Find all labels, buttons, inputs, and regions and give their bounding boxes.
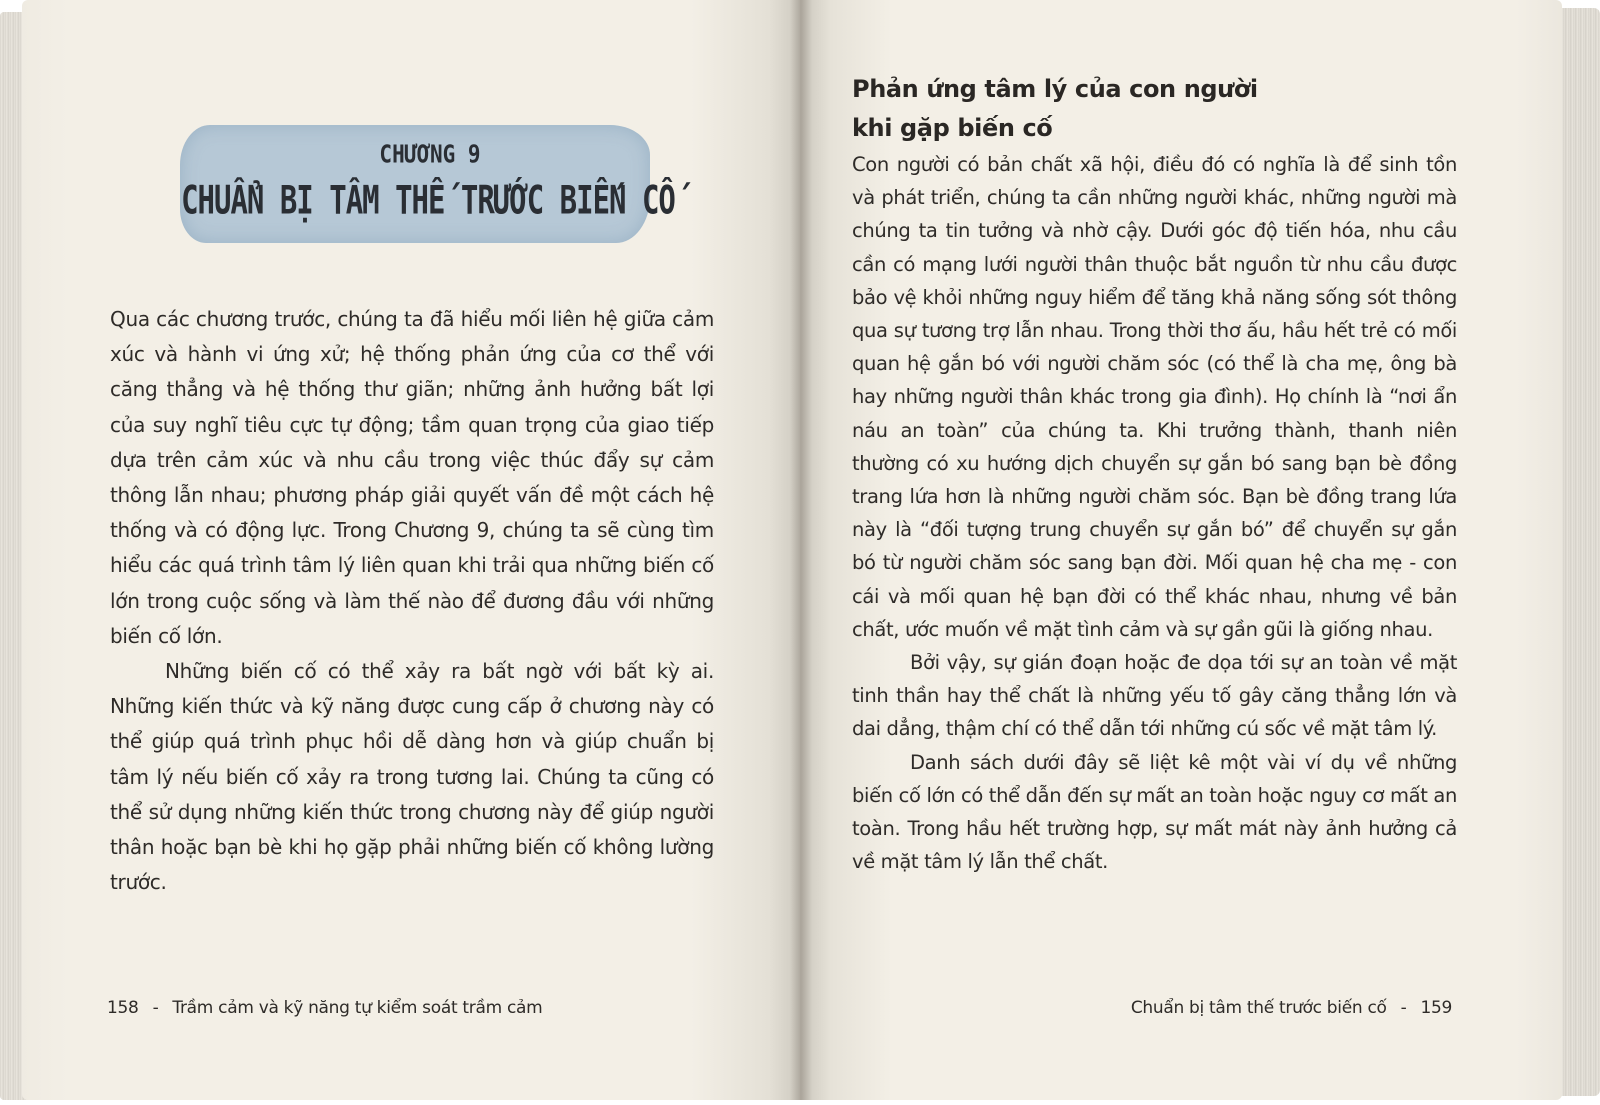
- section-heading-line: Phản ứng tâm lý của con người: [852, 75, 1258, 103]
- paragraph: Con người có bản chất xã hội, điều đó có nghĩa là để sinh tồn và phát triển, chúng ta cần những người khác, những người mà chúng ta tin tưởng và nhờ cậy. Dưới góc độ tiến hóa, nhu cầu cần có mạng lưới người thân thuộc bắt nguồn từ nhu cầu được bảo vệ khỏi những nguy hiểm để tăng khả năng sống sót thông qua sự tương trợ lẫn nhau. Trong thời thơ ấu, hầu hết trẻ có mối quan hệ gắn bó với người chăm sóc (có thể là cha mẹ, ông bà hay những người thân khác trong gia đình). Họ chính là “nơi ẩn náu an toàn” của chúng ta. Khi trưởng thành, thanh niên thường có xu hướng dịch chuyển sự gắn bó sang bạn bè đồng trang lứa hơn là những người chăm sóc. Bạn bè đồng trang lứa này là “đối tượng trung chuyển sự gắn bó” để chuyển sự gắn bó từ người chăm sóc sang bạn đời. Mối quan hệ cha mẹ - con cái và mối quan hệ bạn đời có thể khác nhau, nhưng về bản chất, ước muốn về mặt tình cảm và sự gần gũi là giống nhau.: [852, 153, 1457, 641]
- page-number: 159: [1420, 998, 1452, 1018]
- running-title: Trầm cảm và kỹ năng tự kiểm soát trầm cảm: [172, 998, 543, 1018]
- paragraph: Qua các chương trước, chúng ta đã hiểu mối liên hệ giữa cảm xúc và hành vi ứng xử; hệ thống phản ứng của cơ thể với căng thẳng và hệ thống thư giãn; những ảnh hưởng bất lợi của suy nghĩ tiêu cực tự động; tầm quan trọng của giao tiếp dựa trên cảm xúc và nhu cầu trong việc thúc đẩy sự cảm thông lẫn nhau; phương pháp giải quyết vấn đề một cách hệ thống và có động lực. Trong Chương 9, chúng ta sẽ cùng tìm hiểu các quá trình tâm lý liên quan khi trải qua những biến cố lớn trong cuộc sống và làm thế nào để đương đầu với những biến cố lớn.: [110, 307, 714, 648]
- footer-separator: -: [1400, 998, 1407, 1018]
- running-title: Chuẩn bị tâm thế trước biến cố: [1130, 998, 1387, 1018]
- paragraph: Bởi vậy, sự gián đoạn hoặc đe dọa tới sự an toàn về mặt tinh thần hay thể chất là những yếu tố gây căng thẳng lớn và dai dẳng, thậm chí có thể dẫn tới những cú sốc về mặt tâm lý.: [852, 651, 1457, 741]
- section-heading-line: khi gặp biến cố: [852, 114, 1053, 142]
- paragraph: Những biến cố có thể xảy ra bất ngờ với bất kỳ ai. Những kiến thức và kỹ năng được cung cấp ở chương này có thể giúp quá trình phục hồi dễ dàng hơn và giúp chuẩn bị tâm lý nếu biến cố xảy ra trong tương lai. Chúng ta cũng có thể sử dụng những kiến thức trong chương này để giúp người thân hoặc bạn bè khi họ gặp phải những biến cố không lường trước.: [110, 659, 714, 895]
- paragraph: Danh sách dưới đây sẽ liệt kê một vài ví dụ về những biến cố lớn có thể dẫn đến sự mất an toàn hoặc nguy cơ mất an toàn. Trong hầu hết trường hợp, sự mất mát này ảnh hưởng cả về mặt tâm lý lẫn thể chất.: [852, 750, 1457, 874]
- chapter-label: CHƯƠNG 9: [379, 139, 481, 169]
- section-heading: [852, 70, 1472, 148]
- page-number: 158: [107, 998, 139, 1018]
- left-page-body: [110, 302, 714, 900]
- left-page-footer: [107, 998, 542, 1018]
- book-gutter: [790, 0, 812, 1100]
- chapter-title: CHUẨN BỊ TÂM THẾ TRƯỚC BIẾN CỐ: [181, 177, 675, 223]
- right-page-footer: [1131, 998, 1452, 1018]
- right-page-body: [852, 148, 1457, 878]
- footer-separator: -: [152, 998, 159, 1018]
